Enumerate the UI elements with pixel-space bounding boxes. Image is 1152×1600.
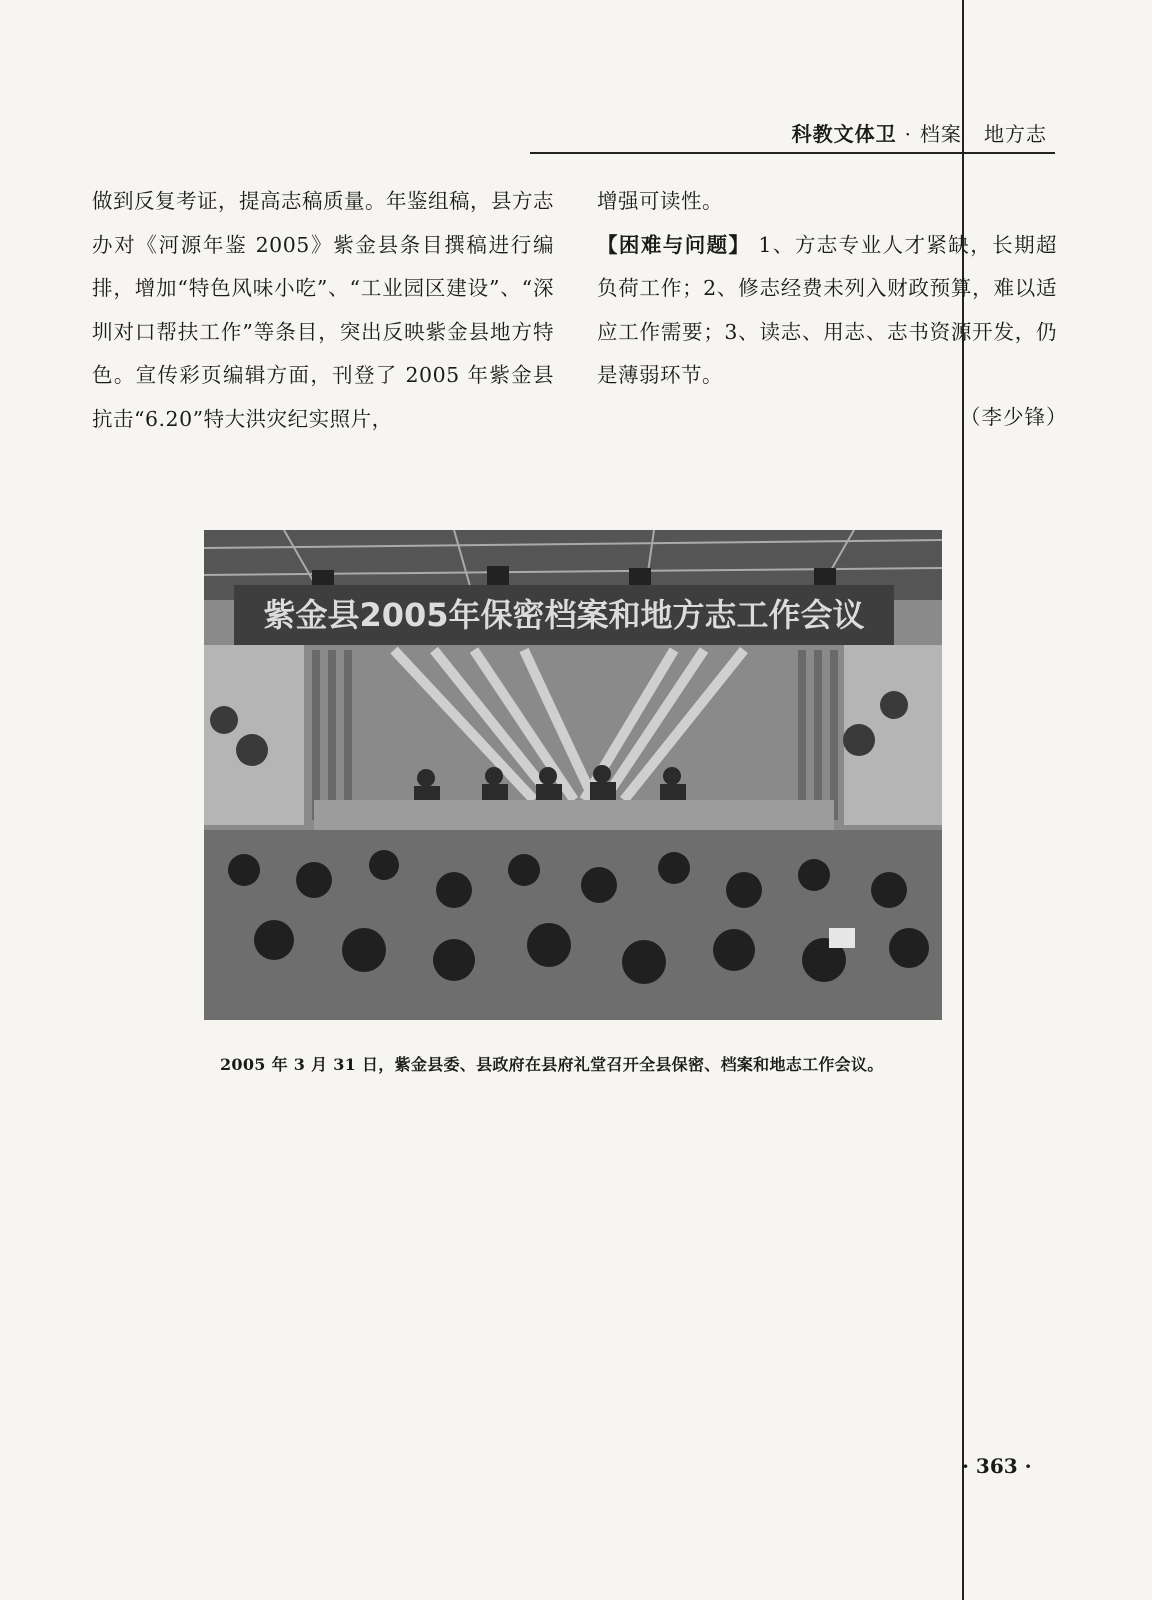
- right-intro: 增强可读性。: [597, 189, 723, 213]
- difficulties-body: 1、方志专业人才紧缺，长期超负荷工作；2、修志经费未列入财政预算，难以适应工作需要；3、读志、用志、志书资源开发，仍是薄弱环节。: [597, 232, 1058, 387]
- running-header: [530, 112, 1055, 154]
- running-header-text: [792, 118, 1047, 147]
- header-subsection: 档案 地方志: [919, 122, 1047, 146]
- header-separator: ·: [904, 122, 912, 146]
- header-section: 科教文体卫: [791, 122, 897, 146]
- photo-caption: 2005 年 3 月 31 日，紫金县委、县政府在县府礼堂召开全县保密、档案和地志工作会议。: [220, 1055, 884, 1074]
- left-column: [92, 180, 554, 441]
- left-paragraph: 做到反复考证，提高志稿质量。年鉴组稿，县方志办对《河源年鉴 2005》紫金县条目撰稿进行编排，增加“特色风味小吃”、“工业园区建设”、“深圳对口帮扶工作”等条目，突出反映紫金县地方特色。宣传彩页编辑方面，刊登了 2005 年紫金县抗击“6.20”特大洪灾纪实照片，: [92, 189, 554, 431]
- photo-banner: 紫金县2005年保密档案和地方志工作会议: [263, 596, 865, 634]
- author-credit: （李少锋）: [960, 405, 1068, 429]
- page-number: · 363 ·: [962, 1454, 1032, 1478]
- meeting-photo: [204, 530, 942, 1020]
- difficulties-paragraph: [597, 224, 1057, 398]
- difficulties-heading: 【困难与问题】: [597, 232, 751, 257]
- right-column: [597, 180, 1057, 398]
